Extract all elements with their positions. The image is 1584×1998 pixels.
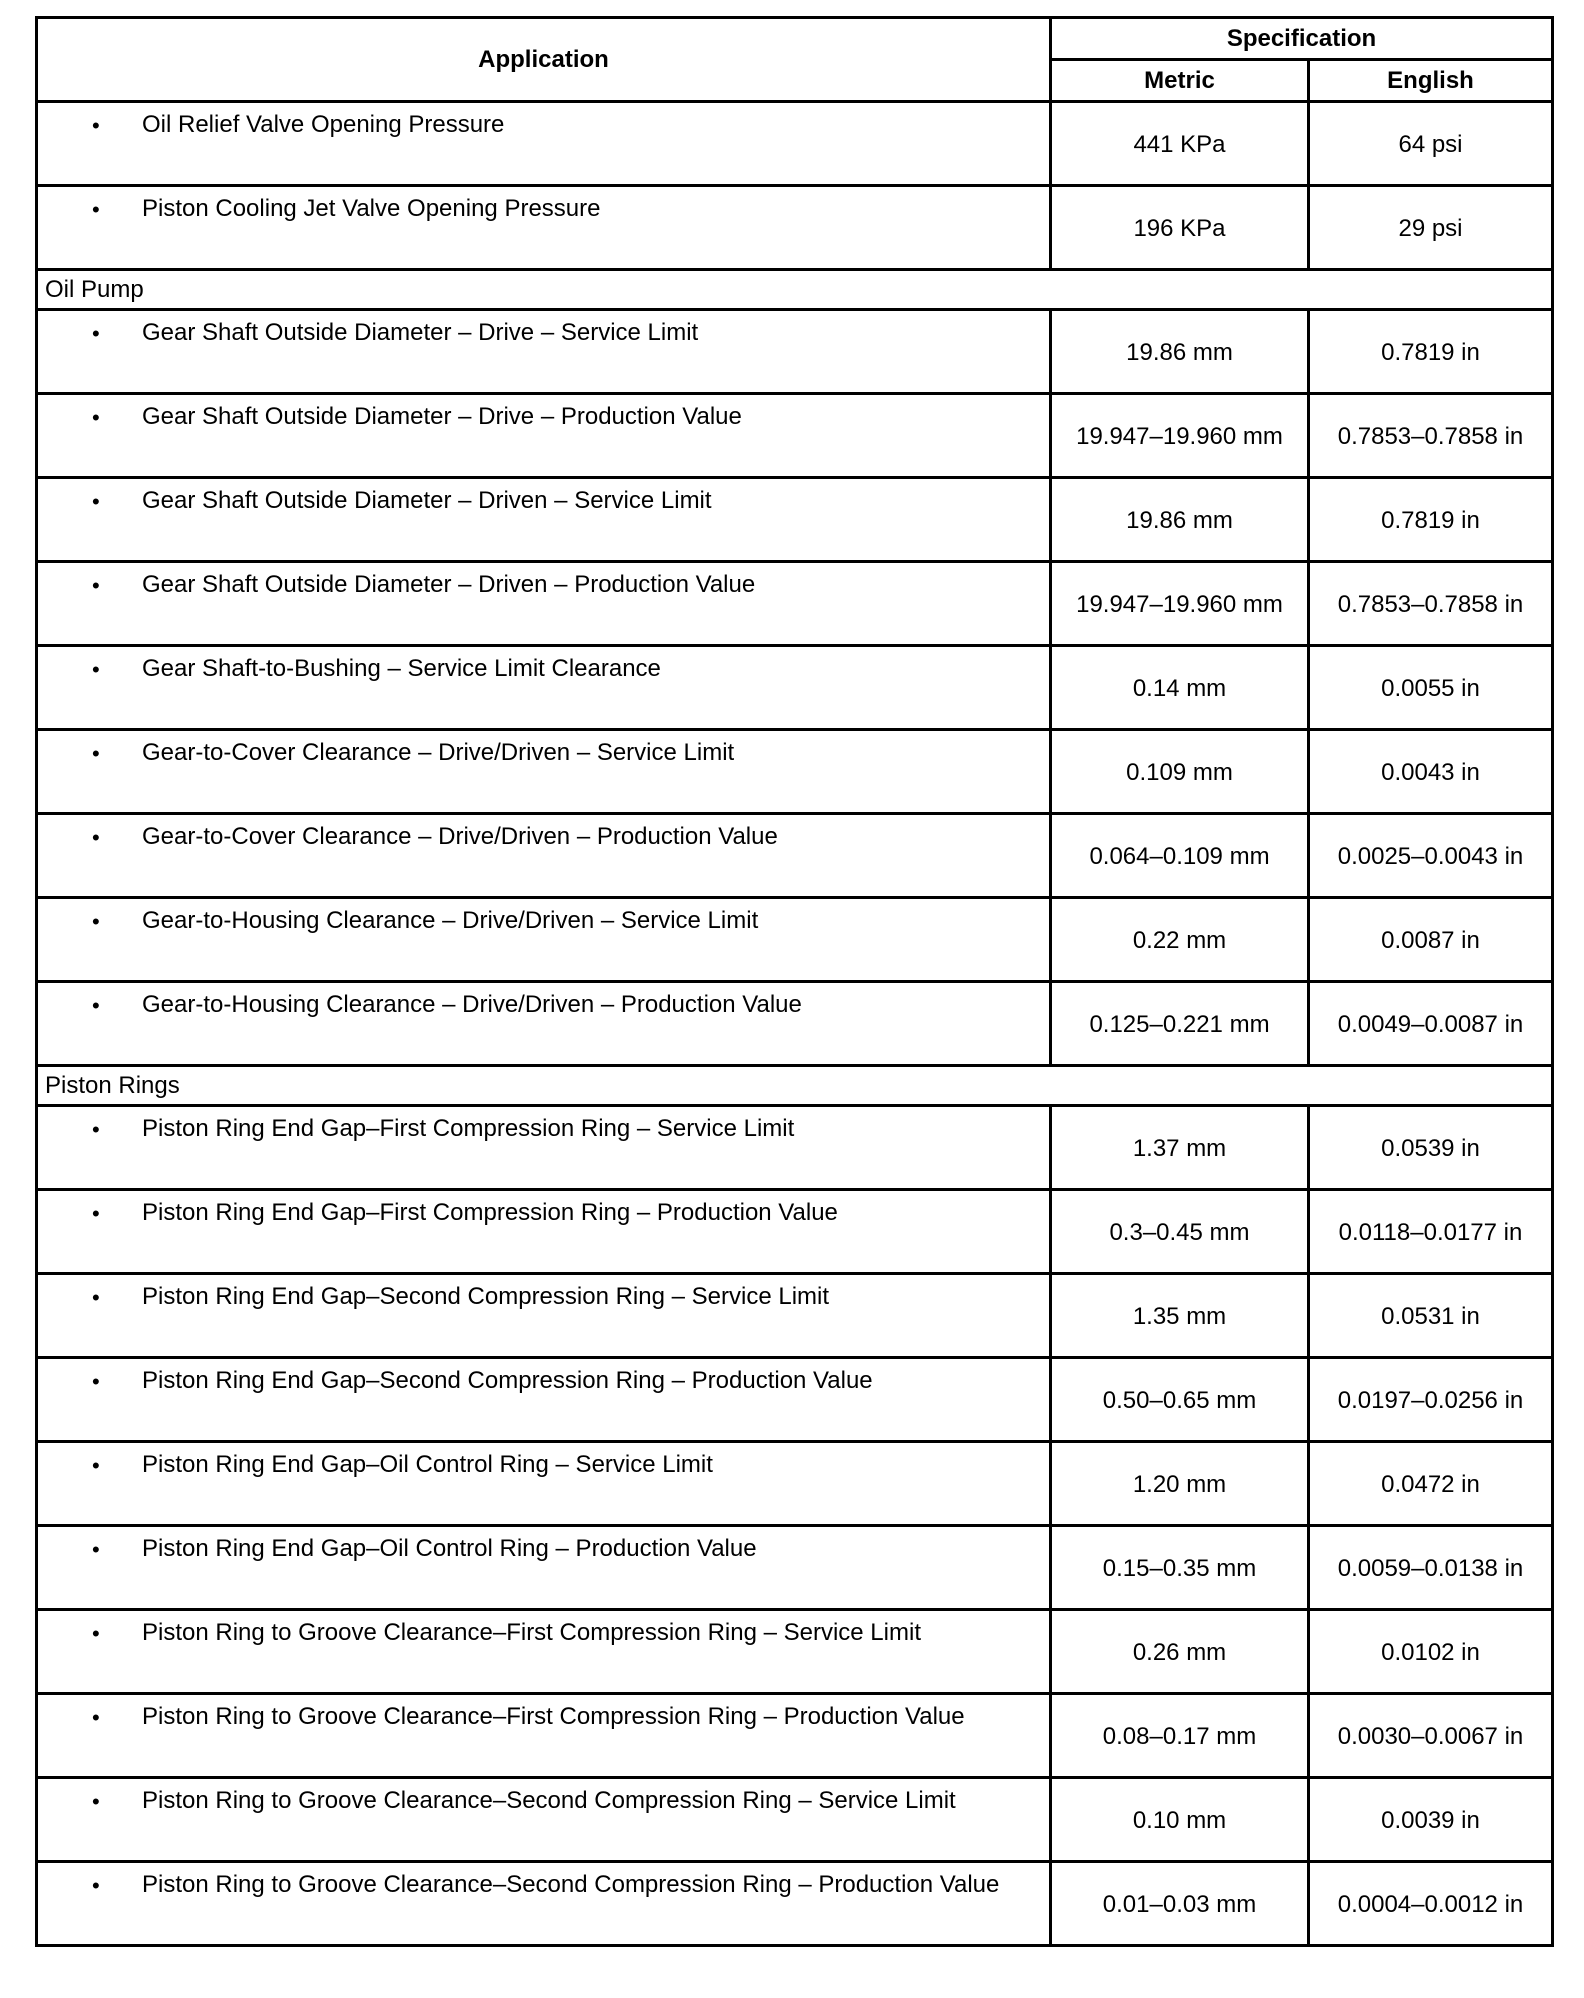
metric-value: 0.08–0.17 mm <box>1051 1694 1309 1778</box>
english-value: 0.0030–0.0067 in <box>1309 1694 1553 1778</box>
bullet-icon: • <box>92 741 100 766</box>
application-label: Gear Shaft Outside Diameter – Drive – Service Limit <box>142 319 699 346</box>
bullet-icon: • <box>92 1705 100 1730</box>
table-row <box>37 1106 1553 1190</box>
application-label: Gear Shaft Outside Diameter – Drive – Production Value <box>142 403 742 430</box>
section-title: Oil Pump <box>37 270 1553 310</box>
application-cell <box>37 394 1051 478</box>
english-value: 0.0087 in <box>1309 898 1553 982</box>
application-label: Piston Ring End Gap–Oil Control Ring – Service Limit <box>142 1451 713 1478</box>
application-label: Piston Ring to Groove Clearance–First Compression Ring – Production Value <box>142 1703 965 1730</box>
english-value: 0.0118–0.0177 in <box>1309 1190 1553 1274</box>
application-cell <box>37 1778 1051 1862</box>
application-label: Piston Ring End Gap–Second Compression Ring – Service Limit <box>142 1283 830 1310</box>
metric-value: 1.35 mm <box>1051 1274 1309 1358</box>
bullet-icon: • <box>92 1285 100 1310</box>
metric-value: 0.01–0.03 mm <box>1051 1862 1309 1946</box>
english-value: 0.7819 in <box>1309 478 1553 562</box>
application-cell <box>37 730 1051 814</box>
application-cell <box>37 1694 1051 1778</box>
table-row <box>37 1442 1553 1526</box>
english-value: 0.0197–0.0256 in <box>1309 1358 1553 1442</box>
section-header-row <box>37 1066 1553 1106</box>
table-row <box>37 102 1553 186</box>
bullet-icon: • <box>92 1873 100 1898</box>
table-row <box>37 1190 1553 1274</box>
bullet-icon: • <box>92 405 100 430</box>
application-cell <box>37 1862 1051 1946</box>
english-value: 0.7853–0.7858 in <box>1309 562 1553 646</box>
specification-header: Specification <box>1051 18 1553 60</box>
application-cell <box>37 898 1051 982</box>
section-header-row <box>37 270 1553 310</box>
application-cell <box>37 1526 1051 1610</box>
table-row <box>37 1778 1553 1862</box>
english-value: 0.0025–0.0043 in <box>1309 814 1553 898</box>
metric-value: 196 KPa <box>1051 186 1309 270</box>
application-cell <box>37 1274 1051 1358</box>
english-value: 0.0049–0.0087 in <box>1309 982 1553 1066</box>
application-label: Gear-to-Cover Clearance – Drive/Driven – Production Value <box>142 823 778 850</box>
metric-value: 0.3–0.45 mm <box>1051 1190 1309 1274</box>
metric-value: 1.37 mm <box>1051 1106 1309 1190</box>
table-row <box>37 1526 1553 1610</box>
application-label: Piston Ring End Gap–Second Compression Ring – Production Value <box>142 1367 873 1394</box>
application-label: Gear Shaft Outside Diameter – Driven – Service Limit <box>142 487 712 514</box>
english-value: 0.0043 in <box>1309 730 1553 814</box>
bullet-icon: • <box>92 1621 100 1646</box>
metric-value: 0.109 mm <box>1051 730 1309 814</box>
bullet-icon: • <box>92 321 100 346</box>
table-row <box>37 814 1553 898</box>
application-cell <box>37 102 1051 186</box>
application-cell <box>37 646 1051 730</box>
application-label: Gear-to-Housing Clearance – Drive/Driven – Production Value <box>142 991 802 1018</box>
metric-value: 0.14 mm <box>1051 646 1309 730</box>
table-row <box>37 1610 1553 1694</box>
bullet-icon: • <box>92 1369 100 1394</box>
bullet-icon: • <box>92 489 100 514</box>
metric-value: 0.15–0.35 mm <box>1051 1526 1309 1610</box>
table-row <box>37 1358 1553 1442</box>
application-label: Gear Shaft-to-Bushing – Service Limit Clearance <box>142 655 661 682</box>
table-row <box>37 730 1553 814</box>
metric-value: 19.86 mm <box>1051 310 1309 394</box>
specification-table <box>35 16 1554 1947</box>
application-cell <box>37 1442 1051 1526</box>
english-value: 0.7853–0.7858 in <box>1309 394 1553 478</box>
application-cell <box>37 1190 1051 1274</box>
metric-value: 0.125–0.221 mm <box>1051 982 1309 1066</box>
bullet-icon: • <box>92 1453 100 1478</box>
table-row <box>37 646 1553 730</box>
english-value: 0.0055 in <box>1309 646 1553 730</box>
english-value: 0.0059–0.0138 in <box>1309 1526 1553 1610</box>
application-label: Piston Ring to Groove Clearance–Second Compression Ring – Production Value <box>142 1871 1000 1898</box>
bullet-icon: • <box>92 1117 100 1142</box>
bullet-icon: • <box>92 113 100 138</box>
bullet-icon: • <box>92 1789 100 1814</box>
table-row <box>37 310 1553 394</box>
bullet-icon: • <box>92 993 100 1018</box>
english-header: English <box>1309 60 1553 102</box>
application-cell <box>37 310 1051 394</box>
application-label: Piston Ring End Gap–First Compression Ring – Service Limit <box>142 1115 795 1142</box>
bullet-icon: • <box>92 825 100 850</box>
table-row <box>37 562 1553 646</box>
metric-header: Metric <box>1051 60 1309 102</box>
table-row <box>37 898 1553 982</box>
table-row <box>37 394 1553 478</box>
table-row <box>37 186 1553 270</box>
application-cell <box>37 814 1051 898</box>
application-label: Piston Ring End Gap–First Compression Ring – Production Value <box>142 1199 838 1226</box>
application-label: Gear Shaft Outside Diameter – Driven – Production Value <box>142 571 756 598</box>
application-label: Gear-to-Housing Clearance – Drive/Driven – Service Limit <box>142 907 759 934</box>
english-value: 0.0039 in <box>1309 1778 1553 1862</box>
application-cell <box>37 1610 1051 1694</box>
metric-value: 0.064–0.109 mm <box>1051 814 1309 898</box>
english-value: 29 psi <box>1309 186 1553 270</box>
application-cell <box>37 186 1051 270</box>
application-cell <box>37 982 1051 1066</box>
bullet-icon: • <box>92 909 100 934</box>
application-label: Gear-to-Cover Clearance – Drive/Driven – Service Limit <box>142 739 735 766</box>
application-label: Piston Ring End Gap–Oil Control Ring – Production Value <box>142 1535 757 1562</box>
metric-value: 0.26 mm <box>1051 1610 1309 1694</box>
bullet-icon: • <box>92 573 100 598</box>
metric-value: 0.10 mm <box>1051 1778 1309 1862</box>
table-body <box>37 102 1553 1946</box>
english-value: 0.0539 in <box>1309 1106 1553 1190</box>
section-title: Piston Rings <box>37 1066 1553 1106</box>
table-header <box>37 18 1553 102</box>
application-cell <box>37 1358 1051 1442</box>
table-row <box>37 1694 1553 1778</box>
application-header: Application <box>37 18 1051 102</box>
metric-value: 19.947–19.960 mm <box>1051 562 1309 646</box>
english-value: 0.0531 in <box>1309 1274 1553 1358</box>
application-label: Piston Ring to Groove Clearance–First Compression Ring – Service Limit <box>142 1619 921 1646</box>
application-label: Piston Cooling Jet Valve Opening Pressure <box>142 195 601 222</box>
english-value: 0.0004–0.0012 in <box>1309 1862 1553 1946</box>
metric-value: 19.86 mm <box>1051 478 1309 562</box>
metric-value: 0.22 mm <box>1051 898 1309 982</box>
bullet-icon: • <box>92 1537 100 1562</box>
english-value: 0.7819 in <box>1309 310 1553 394</box>
metric-value: 19.947–19.960 mm <box>1051 394 1309 478</box>
table-row <box>37 982 1553 1066</box>
bullet-icon: • <box>92 197 100 222</box>
application-cell <box>37 478 1051 562</box>
english-value: 0.0472 in <box>1309 1442 1553 1526</box>
table-row <box>37 478 1553 562</box>
table-row <box>37 1862 1553 1946</box>
application-cell <box>37 1106 1051 1190</box>
bullet-icon: • <box>92 1201 100 1226</box>
metric-value: 1.20 mm <box>1051 1442 1309 1526</box>
metric-value: 0.50–0.65 mm <box>1051 1358 1309 1442</box>
application-label: Oil Relief Valve Opening Pressure <box>142 111 505 138</box>
application-cell <box>37 562 1051 646</box>
english-value: 64 psi <box>1309 102 1553 186</box>
table-row <box>37 1274 1553 1358</box>
bullet-icon: • <box>92 657 100 682</box>
metric-value: 441 KPa <box>1051 102 1309 186</box>
english-value: 0.0102 in <box>1309 1610 1553 1694</box>
application-label: Piston Ring to Groove Clearance–Second Compression Ring – Service Limit <box>142 1787 956 1814</box>
